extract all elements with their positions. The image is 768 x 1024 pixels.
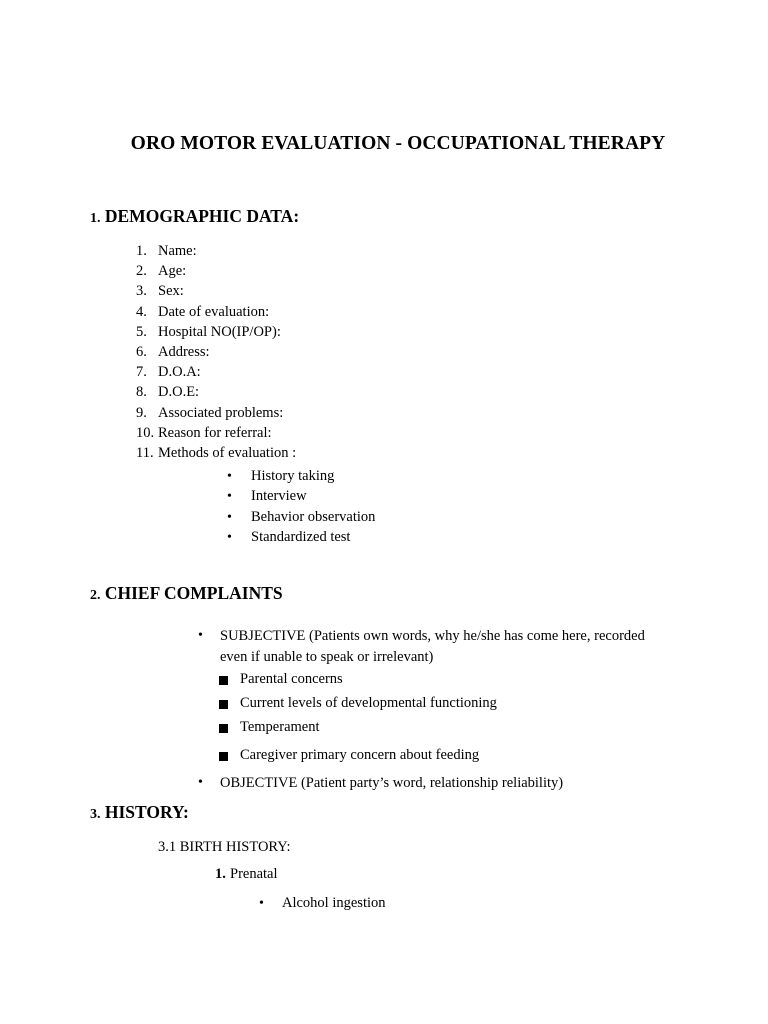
bullet-icon: • (227, 489, 232, 504)
prenatal-number: 1. (215, 866, 226, 882)
subjective-text-cont: even if unable to speak or irrelevant) (220, 649, 434, 665)
section-number: 1. (90, 211, 101, 226)
square-bullet-icon (219, 676, 228, 685)
bullet-icon: • (259, 896, 264, 911)
birth-history-heading: 3.1 BIRTH HISTORY: (158, 839, 291, 855)
list-item: Current levels of developmental functioning (240, 695, 497, 711)
section-number: 2. (90, 588, 101, 603)
bullet-icon: • (227, 530, 232, 545)
bullet-icon: • (198, 628, 203, 643)
section-number: 3. (90, 807, 101, 822)
square-bullet-icon (219, 700, 228, 709)
list-item: Alcohol ingestion (282, 895, 386, 911)
section-title: CHIEF COMPLAINTS (104, 583, 283, 603)
list-item: Standardized test (251, 529, 351, 545)
bullet-icon: • (198, 775, 203, 790)
section-title: HISTORY: (104, 802, 189, 822)
section-heading-history (90, 802, 189, 823)
bullet-icon: • (227, 510, 232, 525)
section-title: DEMOGRAPHIC DATA: (104, 206, 300, 226)
document-title: ORO MOTOR EVALUATION - OCCUPATIONAL THERAPY (130, 133, 666, 154)
square-bullet-icon (219, 752, 228, 761)
subjective-text: SUBJECTIVE (Patients own words, why he/she has come here, recorded (220, 628, 645, 644)
square-bullet-icon (219, 724, 228, 733)
list-item: Parental concerns (240, 671, 343, 687)
section-heading-demographic (90, 206, 299, 227)
section-heading-complaints (90, 583, 283, 604)
bullet-icon: • (227, 469, 232, 484)
list-item: Interview (251, 488, 307, 504)
list-item: Behavior observation (251, 509, 376, 525)
list-item: History taking (251, 468, 335, 484)
objective-text: OBJECTIVE (Patient party’s word, relationship reliability) (220, 775, 564, 791)
prenatal-label: Prenatal (230, 866, 278, 882)
list-item: Caregiver primary concern about feeding (240, 747, 480, 763)
list-item: Temperament (240, 719, 320, 735)
document-page: ORO MOTOR EVALUATION - OCCUPATIONAL THERAPY 1. DEMOGRAPHIC DATA: 1. Name: 2. Age: 3. Sex: 4. Date of evaluation: 5. Hospital NO(IP/OP): 6. Address: 7. D.O.A: 8. D.O.E: 9. Associated problems: 10. Reason for referral: 11. Methods of evaluation : • History taking • Interview • Behavior observation • Standardized test 2. CHIEF COMPLAINTS • SUBJECTIVE (Patients own words, why he/she has come here, recorded even if unable to speak or irrelevant) Parental concerns Current levels of developmental functioning Temperament Caregiver primary concern about feeding • OBJECTIVE (Patient party’s word, relationship reliability) 3. HISTORY: 3.1 BIRTH HISTORY: 1. Prenatal • Alcohol ingestion (0, 0, 768, 1024)
